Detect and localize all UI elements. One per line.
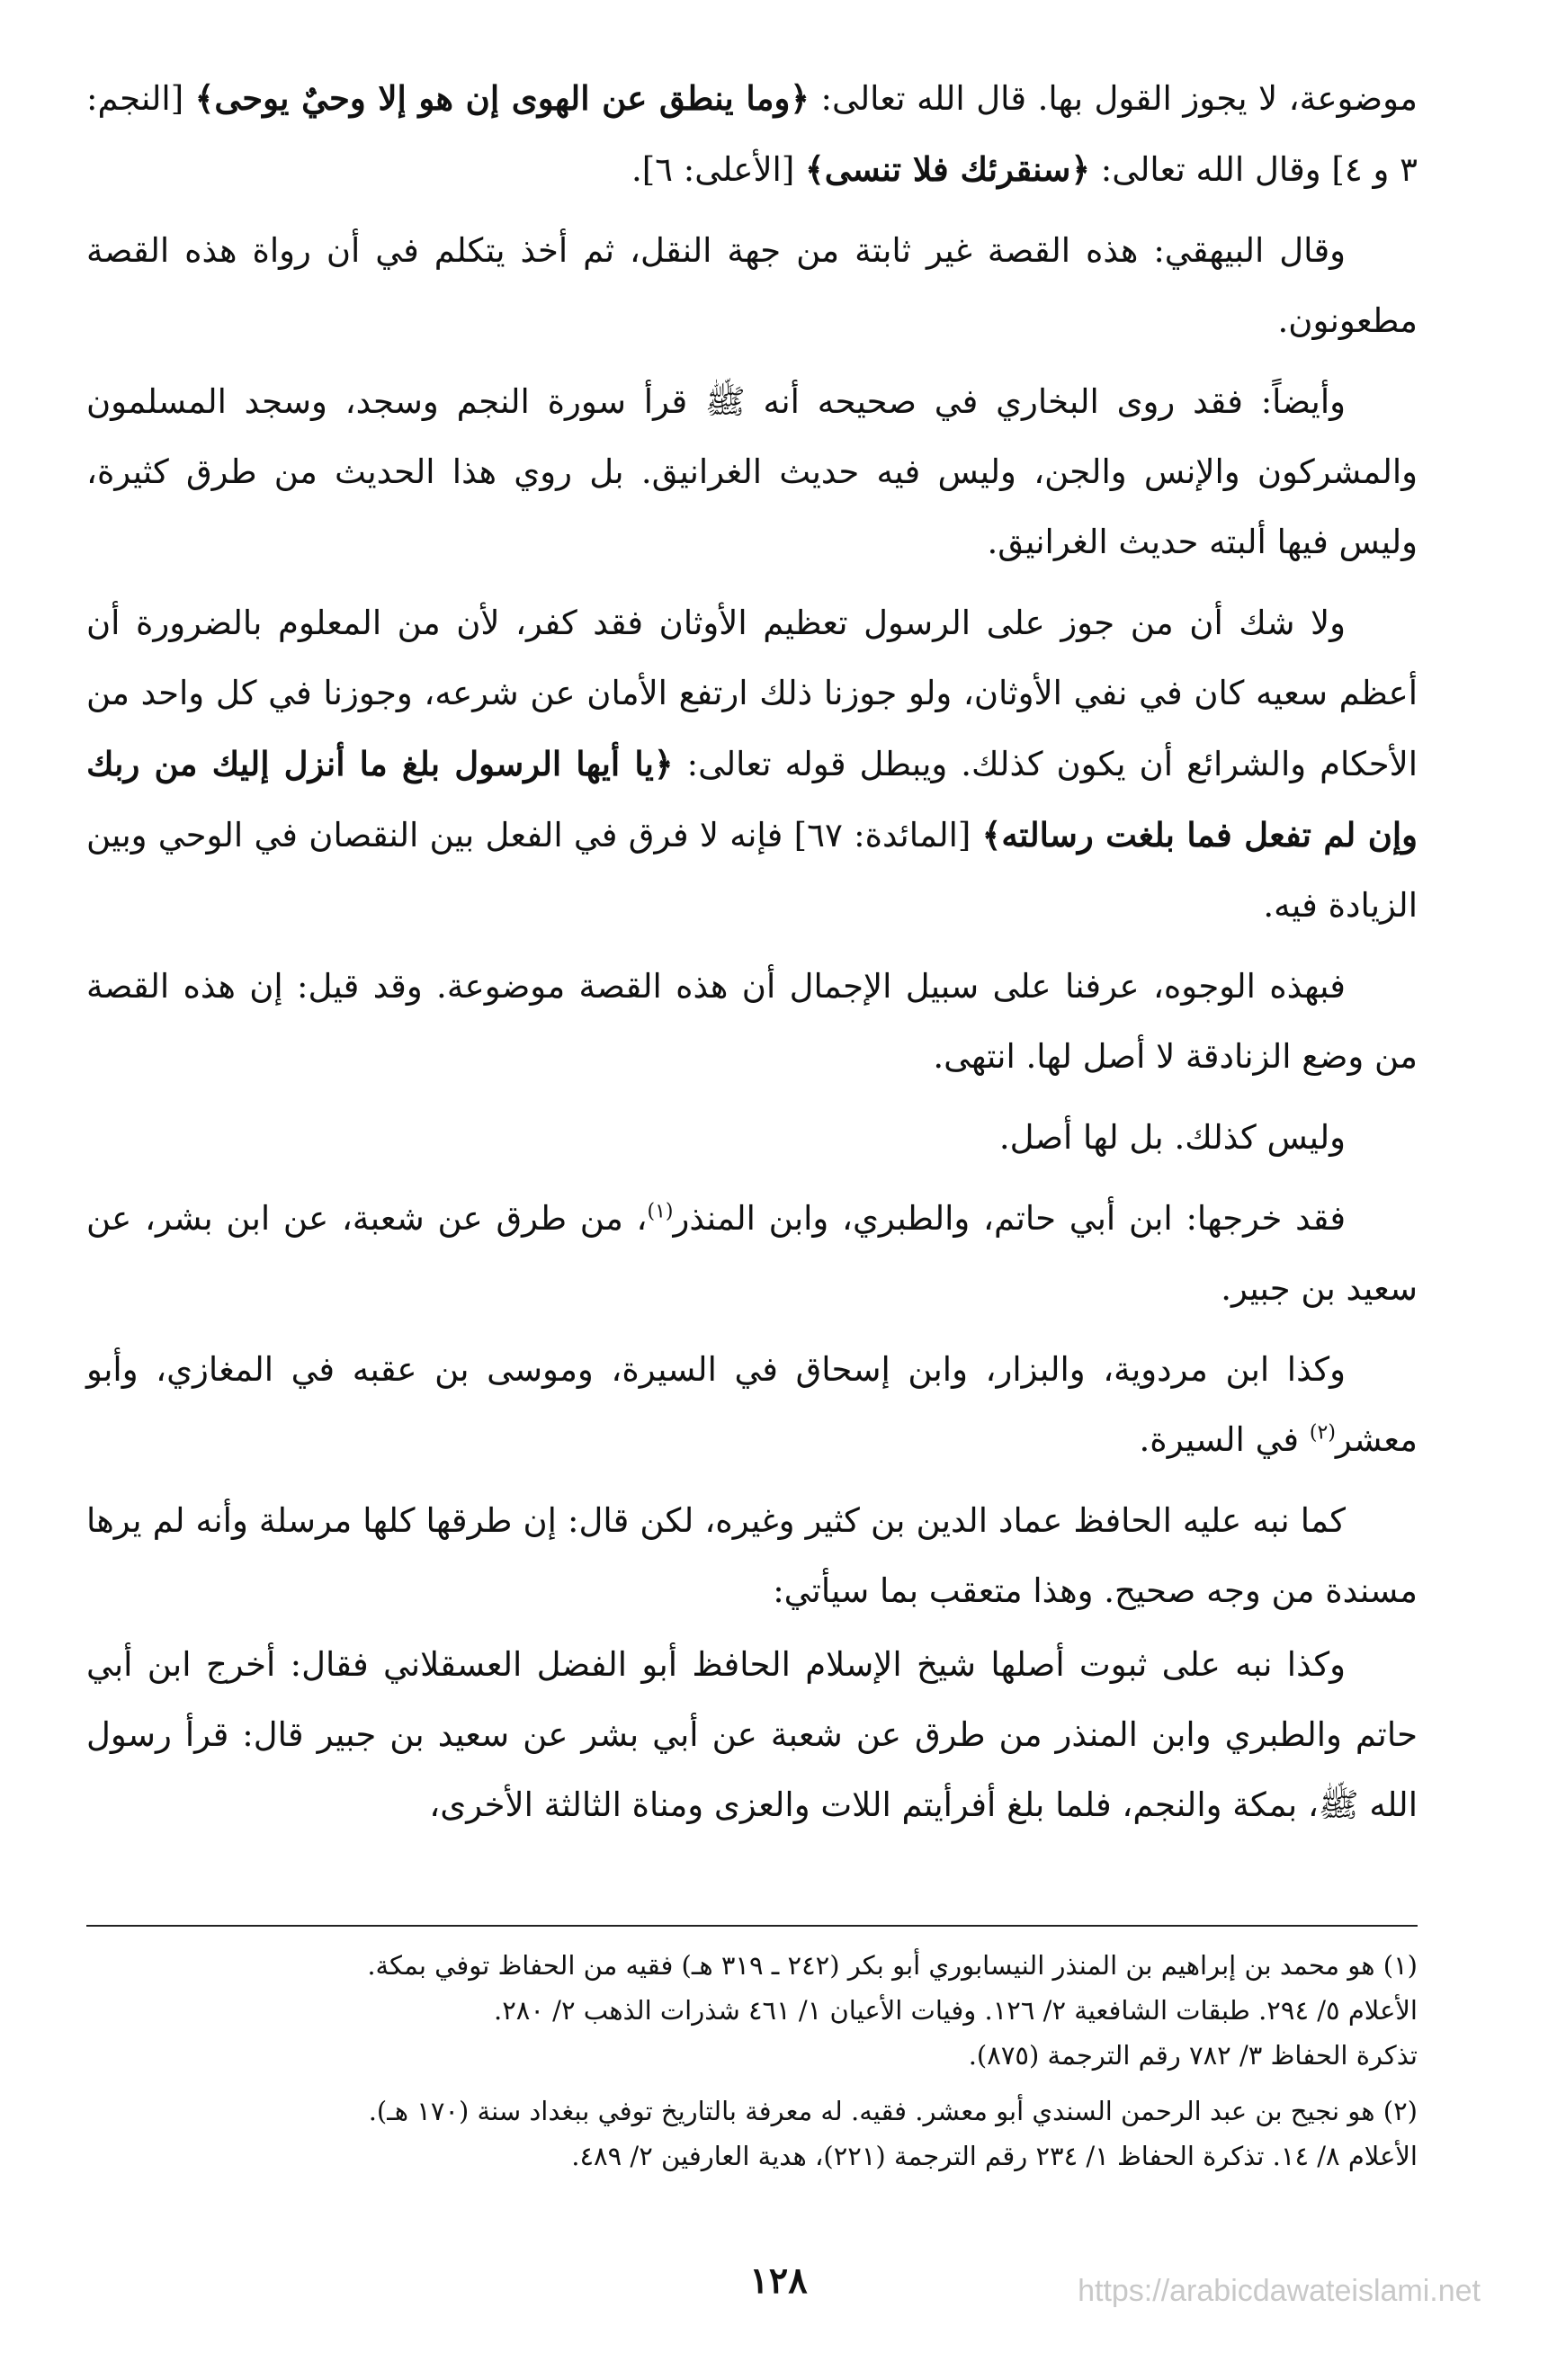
paragraph-5: فبهذه الوجوه، عرفنا على سبيل الإجمال أن هذه القصة موضوعة. وقد قيل: إن هذه القصة من وضع الزنادقة لا أصل لها. انتهى. bbox=[86, 967, 1418, 1076]
quran-quote-najm: ﴿وما ينطق عن الهوى إن هو إلا وحيٌ يوحى﴾ bbox=[194, 78, 810, 118]
footnote-1-line-1: (١) هو محمد بن إبراهيم بن المنذر النيسابوري أبو بكر (٢٤٢ ـ ٣١٩ هـ) فقيه من الحفاظ توفي بمكة. bbox=[367, 1950, 1418, 1981]
paragraph-2: وقال البيهقي: هذه القصة غير ثابتة من جهة النقل، ثم أخذ يتكلم في أن رواة هذه القصة مطعونون. bbox=[86, 231, 1418, 340]
footnote-2-line-1: (٢) هو نجيح بن عبد الرحمن السندي أبو معشر. فقيه. له معرفة بالتاريخ توفي ببغداد سنة (١٧٠ هـ). bbox=[368, 2096, 1418, 2126]
footnote-ref-2[interactable]: (٢) bbox=[1309, 1421, 1336, 1445]
footnote-1 bbox=[86, 1943, 1418, 2078]
footnote-1-line-2: الأعلام ٥/ ٢٩٤. طبقات الشافعية ٢/ ١٢٦. وفيات الأعيان ١/ ٤٦١ شذرات الذهب ٢/ ٢٨٠. bbox=[494, 1995, 1418, 2026]
footnote-1-line-3: تذكرة الحفاظ ٣/ ٧٨٢ رقم الترجمة (٨٧٥). bbox=[968, 2040, 1418, 2071]
paragraph-8 bbox=[86, 1335, 1418, 1475]
paragraph-1 bbox=[86, 63, 1418, 205]
paragraph-1-text-a: موضوعة، لا يجوز القول بها. قال الله تعالى: bbox=[810, 79, 1418, 118]
footnote-ref-1[interactable]: (١) bbox=[647, 1200, 674, 1223]
paragraph-7-text-a: فقد خرجها: ابن أبي حاتم، والطبري، وابن المنذر bbox=[673, 1199, 1347, 1238]
paragraph-4 bbox=[86, 588, 1418, 941]
paragraph-4-text-a: ولا شك أن من جوز على الرسول تعظيم الأوثان فقد كفر، لأن من المعلوم بالضرورة أن أعظم سعيه كان في نفي الأوثان، ولو جوزنا ذلك ارتفع الأمان عن شرعه، وجوزنا في كل واحد من الأحكام والشرائع أن يكون كذلك. ويبطل قوله تعالى: bbox=[86, 604, 1418, 783]
footnote-separator bbox=[86, 1925, 1418, 1927]
paragraph-7-text-b: ، من طرق عن شعبة، عن ابن بشر، عن سعيد بن جبير. bbox=[86, 1199, 1418, 1308]
quran-quote-ala: ﴿سنقرئك فلا تنسى﴾ bbox=[805, 149, 1091, 189]
paragraph-8-text-a: وكذا ابن مردوية، والبزار، وابن إسحاق في السيرة، وموسى بن عقبه في المغازي، وأبو معشر bbox=[86, 1350, 1418, 1459]
paragraph-3: وأيضاً: فقد روى البخاري في صحيحه أنه ﷺ قرأ سورة النجم وسجد، وسجد المسلمون والمشركون والإنس والجن، وليس فيه حديث الغرانيق. بل روي هذا الحديث من طرق كثيرة، وليس فيها ألبته حديث الغرانيق. bbox=[86, 382, 1418, 561]
paragraph-10: وكذا نبه على ثبوت أصلها شيخ الإسلام الحافظ أبو الفضل العسقلاني فقال: أخرج ابن أبي حاتم والطبري وابن المنذر من طرق عن شعبة عن أبي بشر عن سعيد بن جبير قال: قرأ رسول الله ﷺ، بمكة والنجم، فلما بلغ أفرأيتم اللات والعزى ومناة الثالثة الأخرى، bbox=[86, 1645, 1418, 1824]
paragraph-6: وليس كذلك. بل لها أصل. bbox=[998, 1118, 1346, 1157]
quran-quote-maidah: ﴿يا أيها الرسول بلغ ما أنزل إليك من ربك وإن لم تفعل فما بلغت رسالته﴾ bbox=[86, 744, 1418, 854]
paragraph-7 bbox=[86, 1184, 1418, 1324]
paragraph-1-text-c: [الأعلى: ٦]. bbox=[631, 150, 806, 189]
footnote-2 bbox=[86, 2089, 1418, 2179]
paragraph-9: كما نبه عليه الحافظ عماد الدين بن كثير وغيره، لكن قال: إن طرقها كلها مرسلة وأنه لم يرها مسندة من وجه صحيح. وهذا متعقب بما سيأتي: bbox=[86, 1501, 1418, 1610]
paragraph-1-text-b: [النجم: ٣ و ٤] وقال الله تعالى: bbox=[86, 79, 1418, 189]
main-text bbox=[86, 63, 1418, 1844]
paragraph-8-text-b: في السيرة. bbox=[1139, 1420, 1310, 1459]
page-number: ١٢٨ bbox=[749, 2259, 808, 2302]
footnote-2-line-2: الأعلام ٨/ ١٤. تذكرة الحفاظ ١/ ٢٣٤ رقم الترجمة (٢٢١)، هدية العارفين ٢/ ٤٨٩. bbox=[571, 2141, 1418, 2171]
footnotes bbox=[86, 1943, 1418, 2189]
watermark-url: https://arabicdawateislami.net bbox=[1078, 2274, 1481, 2308]
paragraph-4-text-b: [المائدة: ٦٧] فإنه لا فرق في الفعل بين النقصان في الوحي وبين الزيادة فيه. bbox=[86, 816, 1418, 925]
